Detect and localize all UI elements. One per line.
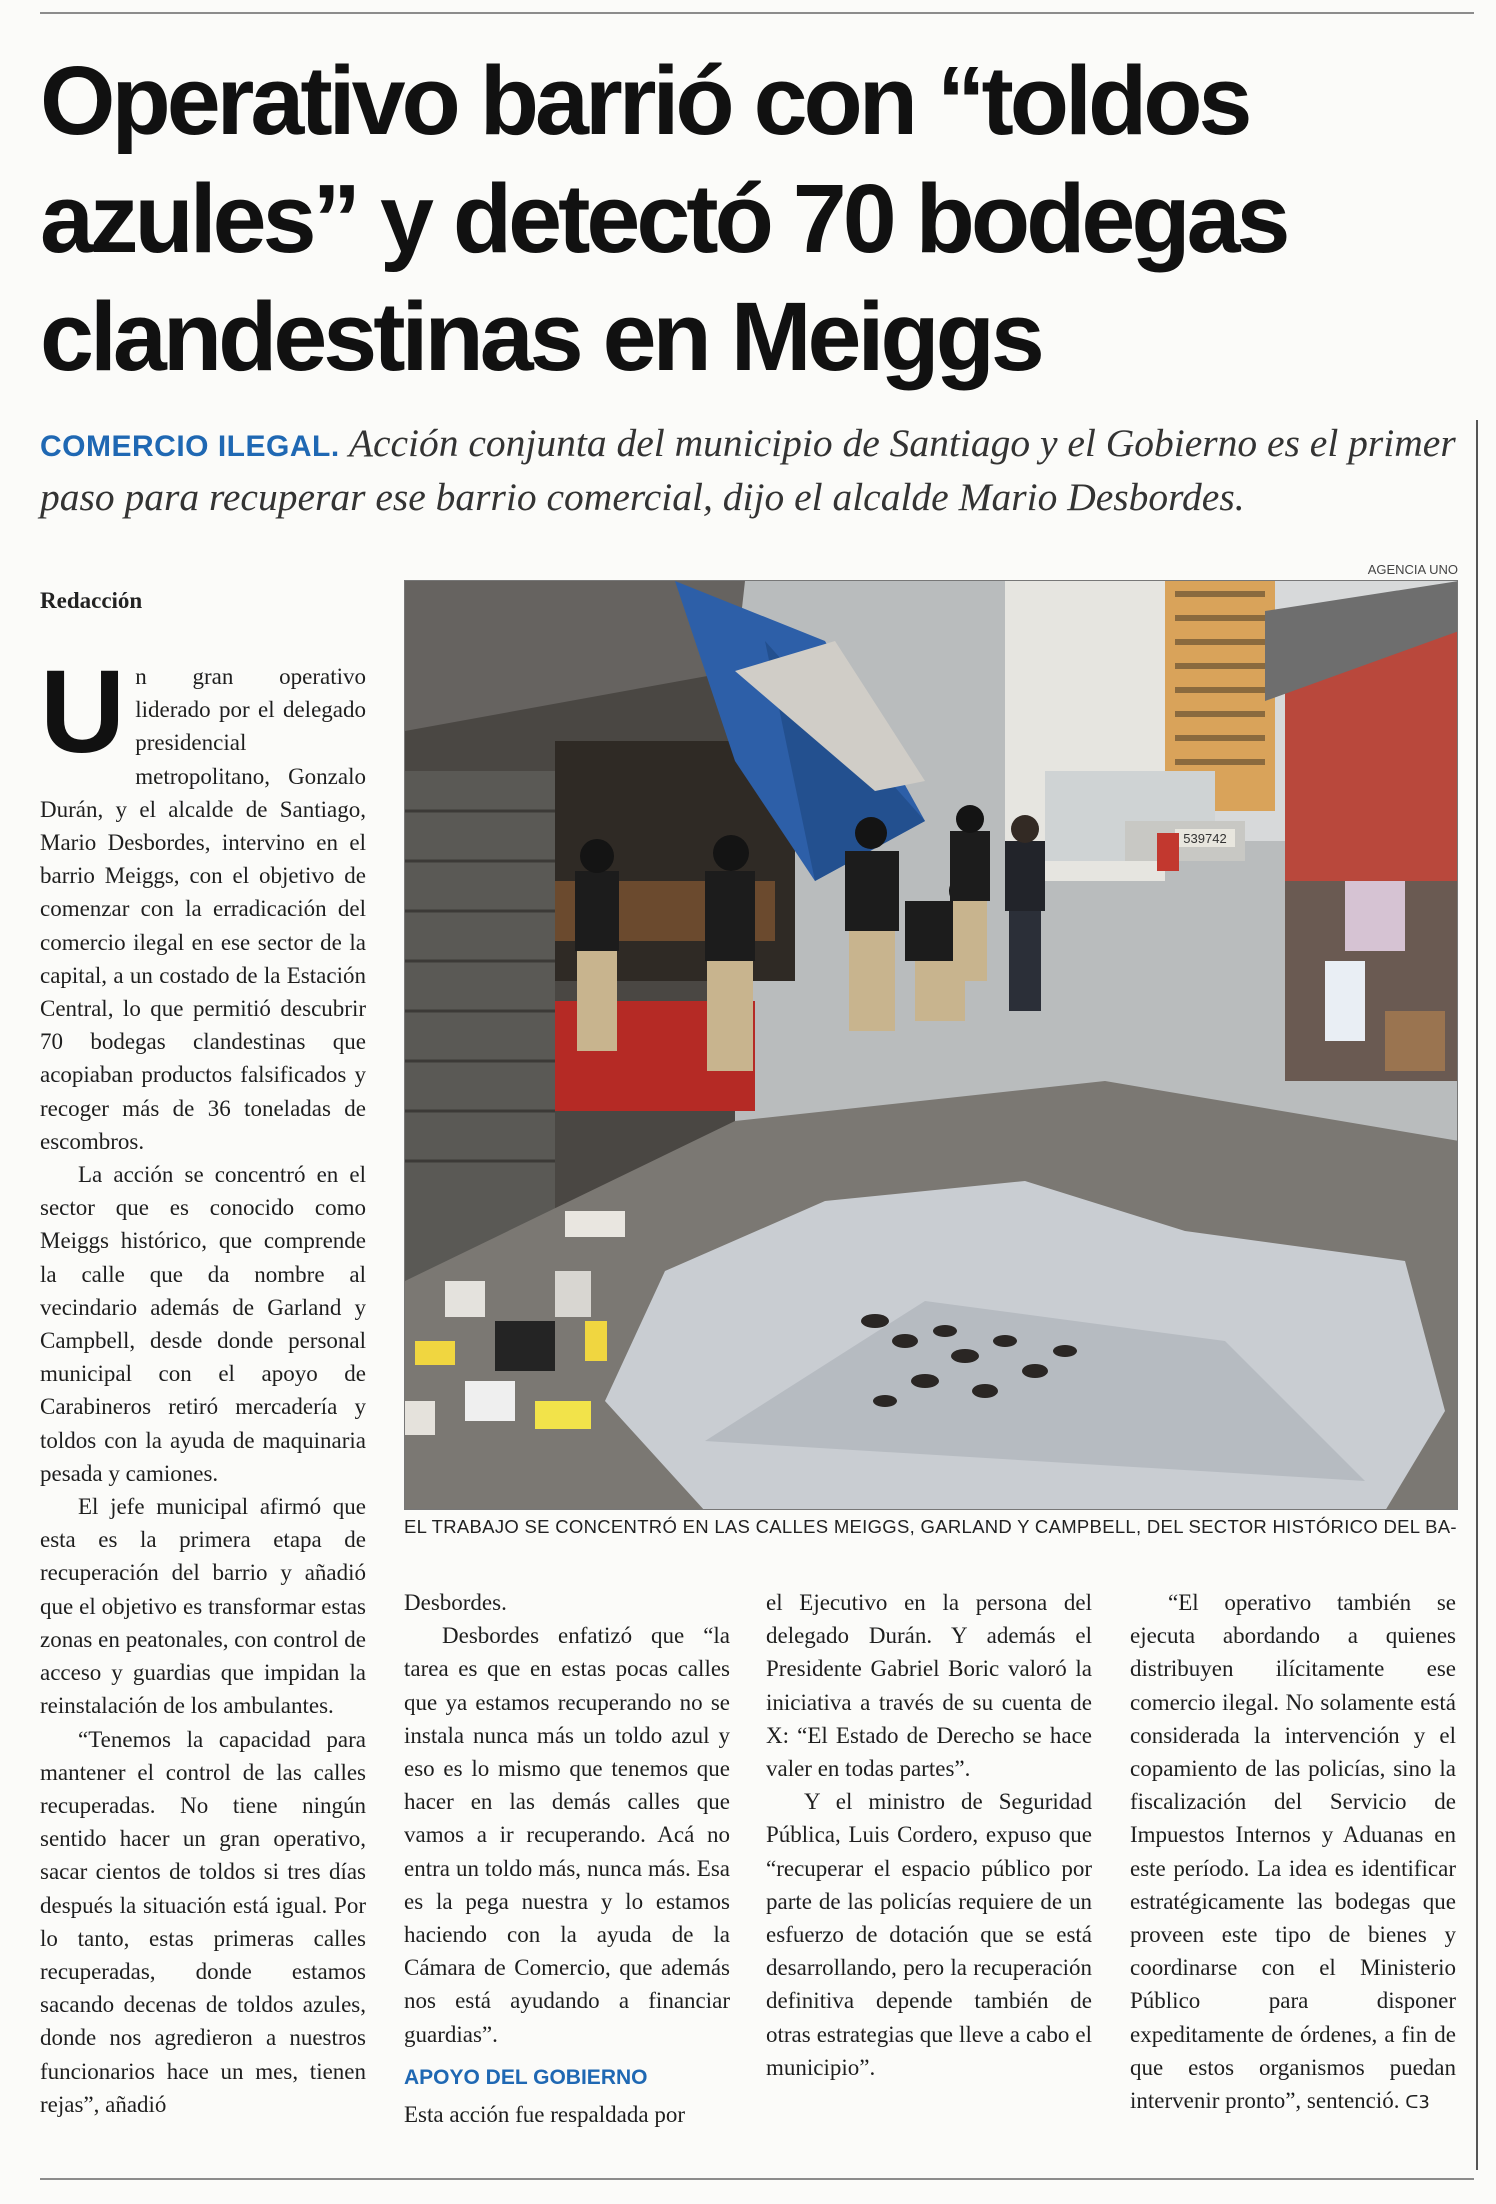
- deck-text: Acción conjunta del municipio de Santiago y el Gobierno es el primer paso para recuperar ese barrio comercial, dijo el alcalde Mario Desbordes.: [40, 421, 1456, 519]
- paragraph-10-text: “El operativo también se ejecuta abordando a quienes distribuyen ilícitamente ese comercio ilegal. No solamente está considerada la intervención y el copamiento de las policías, sino la fiscalización del Servicio de Impuestos Internos y Aduanas en este período. La idea es identificar estratégicamente las bodegas que proveen este tipo de bienes y coordinarse con el Ministerio Público para disponer expeditamente de órdenes, a fin de que estos organismos puedan intervenir pronto”, sentenció.: [1130, 1590, 1456, 2114]
- column-4: [1130, 1586, 1456, 2119]
- subhead: APOYO DEL GOBIERNO: [404, 2065, 648, 2089]
- sign-text: 539742: [1183, 831, 1227, 846]
- deck-kicker: COMERCIO ILEGAL.: [40, 430, 340, 463]
- photo-caption: EL TRABAJO SE CONCENTRÓ EN LAS CALLES MEIGGS, GARLAND Y CAMPBELL, DEL SECTOR HISTÓRICO DEL BA-: [404, 1516, 1457, 1537]
- paragraph-10: [1130, 1586, 1456, 2119]
- paragraph-1-text: n gran operativo liderado por el delegado presidencial metropolitano, Gonzalo Durán, y el alcalde de Santiago, Mario Desbordes, intervino en el barrio Meiggs, con el objetivo de comenzar con la erradicación del comercio ilegal en ese sector de la capital, a un costado de la Estación Central, lo que permitió descubrir 70 bodegas clandestinas que acopiaban productos falsificados y recoger más de 36 toneladas de escombros.: [40, 664, 366, 1154]
- column-3: [766, 1586, 1092, 2084]
- news-photo: [404, 580, 1458, 1510]
- headline: Operativo barrió con “toldos azules” y detectó 70 bodegas clandestinas en Meiggs: [40, 46, 1287, 391]
- paragraph-8: el Ejecutivo en la persona del delegado Durán. Y además el Presidente Gabriel Boric valoró la iniciativa a través de su cuenta de X: “El Estado de Derecho se hace valer en todas partes”.: [766, 1590, 1092, 1782]
- column-1: [40, 646, 366, 2121]
- paragraph-9: Y el ministro de Seguridad Pública, Luis Cordero, expuso que “recuperar el espacio público por parte de las policías requiere de un esfuerzo de dotación que se está desarrollando, pero la recuperación definitiva depende también de otras estrategias que lleve a cabo el municipio”.: [766, 1789, 1092, 2080]
- paragraph-2: La acción se concentró en el sector que es conocido como Meiggs histórico, que comprende la calle que da nombre al vecindario además de Garland y Campbell, desde donde personal municipal con el apoyo de Carabineros retiró mercadería y toldos con la ayuda de maquinaria pesada y camiones.: [40, 1162, 366, 1486]
- paragraph-7: Esta acción fue respaldada por: [404, 2102, 685, 2128]
- photo-credit: AGENCIA UNO: [1367, 562, 1458, 577]
- deck: [40, 418, 1460, 522]
- top-rule: [40, 12, 1474, 14]
- drop-cap: U: [40, 646, 126, 778]
- byline: Redacción: [40, 588, 143, 613]
- paragraph-3: El jefe municipal afirmó que esta es la primera etapa de recuperación del barrio y añadió que el objetivo es transformar estas zonas en peatonales, con control de acceso y guardias que impidan la reinstalación de los ambulantes.: [40, 1494, 366, 1719]
- paragraph-5: Desbordes.: [404, 1590, 507, 1615]
- paragraph-6: Desbordes enfatizó que “la tarea es que en estas pocas calles que ya estamos recuperando no se instala nunca más un toldo azul y eso es lo mismo que tenemos que hacer en las demás calles que vamos a ir recuperando. Acá no entra un toldo más, nunca más. Esa es la pega nuestra y lo estamos haciendo con la ayuda de la Cámara de Comercio, que además nos está ayudando a financiar guardias”.: [404, 1623, 730, 2047]
- bottom-rule: [40, 2178, 1474, 2180]
- column-2: [404, 1586, 730, 2131]
- page-edge-rule: [1476, 420, 1478, 2170]
- end-mark: ᑕ3: [1405, 2092, 1430, 2114]
- paragraph-4: “Tenemos la capacidad para mantener el control de las calles recuperadas. No tiene ningún sentido hacer un gran operativo, sacar cientos de toldos si tres días después la situación está igual. Por lo tanto, estas primeras calles recuperadas, donde estamos sacando decenas de toldos azules, donde nos agredieron a nuestros funcionarios hace un mes, tienen rejas”, añadió: [40, 1726, 366, 2117]
- paragraph-1: [40, 646, 366, 1158]
